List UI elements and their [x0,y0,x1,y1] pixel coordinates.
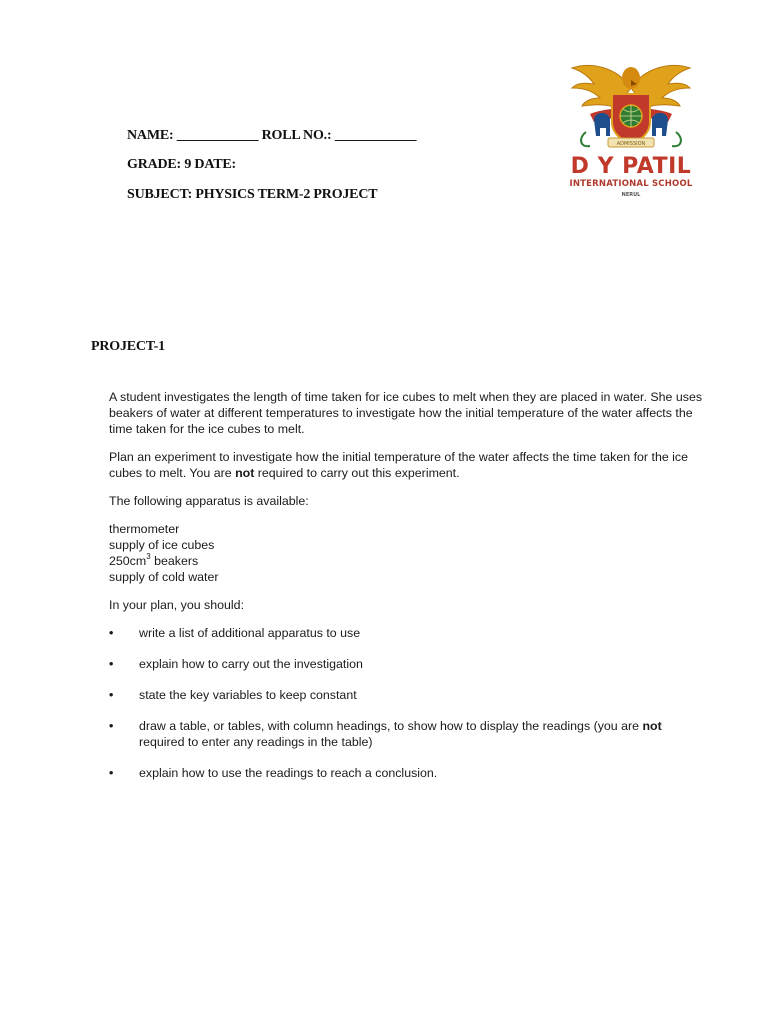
apparatus-item: supply of ice cubes [109,538,215,552]
bullet-text-post: required to enter any readings in the table) [139,735,373,749]
list-item [109,656,709,672]
bullet-icon: • [109,688,114,702]
beaker-volume: 250cm [109,554,147,568]
apparatus-item-beakers [109,553,709,569]
project-title: PROJECT-1 [91,339,165,354]
bullet-icon: • [109,657,114,671]
name-roll-line: NAME: ____________ ROLL NO.: ____________ [127,128,417,143]
bullet-text-pre: draw a table, or tables, with column headings, to show how to display the readings (you are [139,719,643,733]
bullet-text: write a list of additional apparatus to use [139,626,361,640]
apparatus-item: thermometer [109,522,180,536]
logo-school-type: INTERNATIONAL SCHOOL [569,179,693,189]
eagle-crest-icon [568,58,694,154]
bullet-icon: • [109,766,114,780]
subject-line: SUBJECT: PHYSICS TERM-2 PROJECT [127,187,378,202]
apparatus-list [109,521,709,585]
plan-bullet-list [109,625,709,781]
plan-paragraph [109,449,709,481]
question-body [109,389,709,796]
list-item [109,687,709,703]
beaker-label: beakers [150,554,199,568]
bullet-text: state the key variables to keep constant [139,688,357,702]
apparatus-item: supply of cold water [109,570,219,584]
intro-paragraph: A student investigates the length of time taken for ice cubes to melt when they are placed in water. She uses beakers of water at different temperatures to investigate how the initial temperature of the water affects the time taken for the ice cubes to melt. [109,390,703,436]
plan-intro: In your plan, you should: [109,598,245,612]
logo-school-name: D Y PATIL [570,154,692,179]
plan-text-bold: not [235,466,255,480]
list-item [109,718,709,750]
beaker-superscript: 3 [146,551,151,561]
school-logo [568,58,694,204]
apparatus-intro: The following apparatus is available: [109,494,309,508]
plan-text-pre: Plan an experiment to investigate how the initial temperature of the water affects the time taken for the ice cubes to melt. You are [109,450,689,480]
plan-text-post: required to carry out this experiment. [254,466,460,480]
bullet-text: explain how to use the readings to reach a conclusion. [139,766,438,780]
bullet-text-bold: not [642,719,662,733]
logo-banner-text: ADMISSION [616,141,646,147]
list-item [109,765,709,781]
list-item [109,625,709,641]
logo-city: NERUL [621,192,641,198]
bullet-icon: • [109,626,114,640]
bullet-icon: • [109,719,114,733]
grade-date-line: GRADE: 9 DATE: [127,157,236,172]
bullet-text: explain how to carry out the investigation [139,657,363,671]
